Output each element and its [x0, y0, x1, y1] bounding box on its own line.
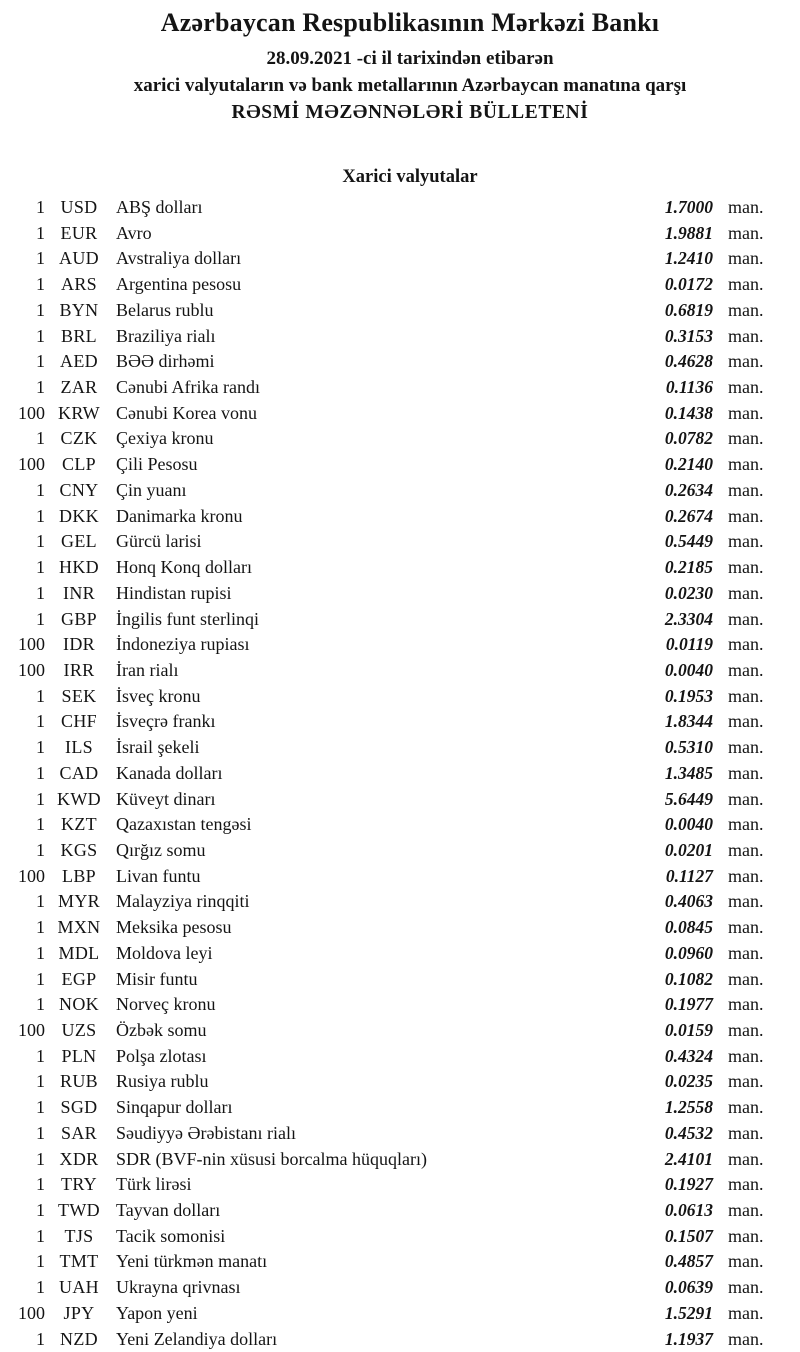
currency-rate: 0.4628 [664, 351, 713, 372]
bank-title: Azərbaycan Respublikasının Mərkəzi Bankı [160, 8, 660, 37]
currency-name: Səudiyyə Ərəbistanı rialı [116, 1122, 296, 1143]
currency-code: CHF [61, 711, 97, 732]
currency-name: Danimarka kronu [116, 505, 243, 526]
currency-name: Avstraliya dolları [116, 248, 242, 269]
currency-rate: 1.8344 [664, 711, 713, 732]
currency-name: Polşa zlotası [116, 1045, 207, 1066]
currency-quantity: 1 [36, 1148, 45, 1169]
currency-code: KRW [58, 402, 100, 423]
currency-code: XDR [59, 1148, 99, 1169]
currency-row [0, 1147, 800, 1173]
currency-name: Gürcü larisi [116, 531, 202, 552]
currency-rate: 1.2410 [664, 248, 713, 269]
currency-code: HKD [59, 557, 99, 578]
currency-unit-label: man. [728, 351, 764, 372]
currency-row [0, 1224, 800, 1250]
currency-code: KGS [60, 839, 98, 860]
currency-code: BRL [61, 325, 97, 346]
currency-quantity: 1 [36, 299, 45, 320]
currency-row [0, 1301, 800, 1327]
currency-name: Hindistan rupisi [116, 582, 232, 603]
currency-quantity: 1 [36, 531, 45, 552]
currency-quantity: 1 [36, 248, 45, 269]
currency-quantity: 1 [36, 942, 45, 963]
currency-name: Yeni Zelandiya dolları [116, 1328, 278, 1349]
currency-code: USD [60, 197, 98, 217]
currency-code: IRR [63, 659, 95, 680]
currency-row [0, 246, 800, 272]
currency-rate: 0.0639 [664, 1277, 713, 1298]
currency-code: RUB [60, 1071, 98, 1092]
currency-quantity: 1 [36, 994, 45, 1015]
currency-name: Çili Pesosu [116, 454, 198, 475]
currency-unit-label: man. [728, 428, 764, 449]
currency-row [0, 812, 800, 838]
currency-unit-label: man. [728, 248, 764, 269]
currency-quantity: 100 [18, 1020, 45, 1040]
currency-unit-label: man. [728, 891, 764, 912]
currency-rate: 1.5291 [664, 1302, 713, 1323]
currency-code: GBP [61, 608, 97, 629]
currency-unit-label: man. [728, 274, 764, 295]
currency-name: Honq Konq dolları [116, 557, 252, 578]
currency-unit-label: man. [728, 325, 764, 346]
currency-rate: 2.3304 [664, 608, 713, 629]
currency-row [0, 529, 800, 555]
currency-unit-label: man. [728, 711, 764, 732]
currency-quantity: 1 [36, 968, 45, 989]
currency-rate: 0.1977 [664, 994, 713, 1015]
currency-name: Belarus rublu [116, 299, 214, 320]
currency-name: Çexiya kronu [116, 428, 214, 449]
currency-quantity: 1 [36, 325, 45, 346]
currency-row [0, 658, 800, 684]
currency-quantity: 1 [36, 1122, 45, 1143]
currency-name: SDR (BVF-nin xüsusi borcalma hüquqları) [116, 1148, 427, 1169]
currency-quantity: 1 [36, 891, 45, 912]
currency-row [0, 915, 800, 941]
currency-name: İsveçrə frankı [116, 711, 216, 732]
currency-code: JPY [63, 1302, 95, 1323]
currency-code: TJS [64, 1225, 94, 1246]
currency-unit-label: man. [728, 762, 764, 783]
currency-name: Rusiya rublu [116, 1071, 209, 1092]
currency-quantity: 100 [18, 634, 45, 655]
currency-rate: 0.5449 [664, 531, 713, 552]
currency-quantity: 1 [36, 839, 45, 860]
currency-row [0, 349, 800, 375]
currency-code: PLN [61, 1045, 97, 1066]
currency-quantity: 1 [36, 557, 45, 578]
currency-quantity: 1 [36, 274, 45, 295]
currency-quantity: 1 [36, 197, 45, 217]
currency-rate: 0.1438 [664, 402, 713, 423]
currency-rate: 0.1127 [665, 865, 713, 886]
currency-name: Ukrayna qrivnası [116, 1277, 241, 1298]
currency-row [0, 1095, 800, 1121]
currency-row [0, 401, 800, 427]
currency-row [0, 761, 800, 787]
currency-row [0, 375, 800, 401]
currency-rate: 0.0040 [664, 659, 713, 680]
currency-quantity: 1 [36, 1200, 45, 1221]
currency-name: Misir funtu [116, 968, 198, 989]
currency-quantity: 1 [36, 505, 45, 526]
currency-code: ARS [61, 274, 97, 295]
currency-unit-label: man. [728, 839, 764, 860]
currency-row [0, 298, 800, 324]
currency-row [0, 1121, 800, 1147]
currency-unit-label: man. [728, 1302, 764, 1323]
currency-unit-label: man. [728, 788, 764, 809]
currency-row [0, 607, 800, 633]
currency-unit-label: man. [728, 531, 764, 552]
currency-unit-label: man. [728, 222, 764, 243]
currency-row [0, 632, 800, 658]
currency-rate: 5.6449 [664, 788, 713, 809]
currency-row [0, 426, 800, 452]
currency-quantity: 1 [36, 762, 45, 783]
currency-name: Norveç kronu [116, 994, 216, 1015]
currency-unit-label: man. [728, 1225, 764, 1246]
currency-code: MXN [57, 917, 101, 938]
currency-quantity: 1 [36, 608, 45, 629]
currency-quantity: 1 [36, 1174, 45, 1195]
currency-rate: 0.0172 [664, 274, 713, 295]
currency-unit-label: man. [728, 1174, 764, 1195]
currency-row [0, 709, 800, 735]
currency-unit-label: man. [728, 402, 764, 423]
currency-rate: 0.4857 [664, 1251, 713, 1272]
currency-row [0, 864, 800, 890]
currency-unit-label: man. [728, 1277, 764, 1298]
currency-row [0, 195, 800, 221]
currency-rate: 0.0782 [664, 428, 713, 449]
currency-code: ZAR [60, 377, 98, 398]
currency-quantity: 1 [36, 1225, 45, 1246]
currency-unit-label: man. [728, 299, 764, 320]
currency-code: AUD [59, 248, 99, 269]
currency-code: KZT [61, 814, 97, 835]
bulletin-title: RƏSMİ MƏZƏNNƏLƏRİ BÜLLETENİ [231, 102, 589, 123]
currency-quantity: 1 [36, 1071, 45, 1092]
currency-code: TRY [61, 1174, 97, 1195]
currency-rate: 0.1507 [664, 1225, 713, 1246]
currency-quantity: 1 [36, 351, 45, 372]
currency-rate: 0.4324 [664, 1045, 713, 1066]
currency-name: Meksika pesosu [116, 917, 232, 938]
currency-name: İndoneziya rupiası [116, 634, 250, 655]
currency-name: Tayvan dolları [116, 1200, 221, 1221]
currency-row [0, 735, 800, 761]
currency-rate: 1.9881 [664, 222, 713, 243]
currency-unit-label: man. [728, 968, 764, 989]
currency-quantity: 1 [36, 479, 45, 500]
currency-unit-label: man. [728, 634, 764, 655]
currency-code: EUR [60, 222, 98, 243]
currency-rate: 0.1927 [664, 1174, 713, 1195]
currency-rate: 0.4532 [664, 1122, 713, 1143]
currency-name: İran rialı [116, 659, 179, 680]
currency-rate: 0.1953 [664, 685, 713, 706]
currency-code: SAR [61, 1122, 97, 1143]
currency-rate: 0.2674 [664, 505, 713, 526]
currency-rate: 0.0235 [664, 1071, 713, 1092]
currency-name: İsrail şekeli [116, 737, 200, 758]
currency-unit-label: man. [728, 1122, 764, 1143]
currency-row [0, 324, 800, 350]
currency-unit-label: man. [728, 582, 764, 603]
currency-unit-label: man. [728, 737, 764, 758]
currency-rate: 0.2140 [664, 454, 713, 475]
currency-row [0, 452, 800, 478]
currency-row [0, 941, 800, 967]
currency-quantity: 100 [18, 454, 45, 475]
currency-quantity: 1 [36, 1328, 45, 1349]
currency-code: INR [63, 582, 95, 603]
currency-name: Qırğız somu [116, 839, 206, 860]
currency-unit-label: man. [728, 865, 764, 886]
currency-row [0, 889, 800, 915]
currency-rate: 2.4101 [664, 1148, 713, 1169]
currency-unit-label: man. [728, 1045, 764, 1066]
currency-code: CAD [59, 762, 99, 783]
currency-name: Qazaxıstan tengəsi [116, 814, 252, 835]
currency-code: MYR [58, 891, 100, 912]
currency-code: KWD [57, 788, 101, 809]
currency-quantity: 100 [18, 865, 45, 886]
currency-unit-label: man. [728, 197, 764, 217]
currency-rate: 0.4063 [664, 891, 713, 912]
currency-rate: 1.7000 [664, 197, 713, 217]
currency-code: CNY [59, 479, 99, 500]
currency-unit-label: man. [728, 659, 764, 680]
currency-row [0, 838, 800, 864]
subject-line: xarici valyutaların və bank metallarının Azərbaycan manatına qarşı [133, 75, 687, 96]
currency-name: Çin yuanı [116, 479, 187, 500]
currency-rate: 0.6819 [664, 299, 713, 320]
currency-row [0, 1044, 800, 1070]
currency-name: BƏƏ dirhəmi [116, 351, 215, 372]
currency-name: Yeni türkmən manatı [116, 1251, 268, 1272]
currency-rate: 0.0201 [664, 839, 713, 860]
currency-rate: 1.2558 [664, 1097, 713, 1118]
currency-name: İsveç kronu [116, 685, 201, 706]
currency-unit-label: man. [728, 1020, 764, 1040]
currency-rate: 0.3153 [664, 325, 713, 346]
currency-unit-label: man. [728, 608, 764, 629]
currency-quantity: 1 [36, 788, 45, 809]
currency-row [0, 555, 800, 581]
currency-code: NZD [60, 1328, 98, 1349]
currency-rate: 0.0119 [665, 634, 713, 655]
currency-code: TWD [58, 1200, 100, 1221]
currency-code: IDR [63, 634, 95, 655]
currency-code: DKK [59, 505, 99, 526]
currency-quantity: 1 [36, 917, 45, 938]
currency-name: Tacik somonisi [116, 1225, 226, 1246]
currency-rate: 0.5310 [664, 737, 713, 758]
currency-name: Argentina pesosu [116, 274, 242, 295]
currency-name: ABŞ dolları [116, 197, 203, 217]
currency-code: AED [60, 351, 98, 372]
currency-code: UZS [61, 1020, 97, 1040]
currency-code: GEL [61, 531, 97, 552]
currency-row [0, 221, 800, 247]
currency-code: SGD [60, 1097, 98, 1118]
currency-name: Moldova leyi [116, 942, 213, 963]
currency-name: Malayziya rinqqiti [116, 891, 250, 912]
currency-quantity: 1 [36, 377, 45, 398]
currency-quantity: 1 [36, 428, 45, 449]
currency-unit-label: man. [728, 994, 764, 1015]
currency-row [0, 1249, 800, 1275]
currency-row [0, 581, 800, 607]
currency-rate: 0.1136 [665, 377, 713, 398]
currency-table [0, 195, 800, 1352]
currency-unit-label: man. [728, 1200, 764, 1221]
currency-quantity: 1 [36, 582, 45, 603]
currency-name: Braziliya rialı [116, 325, 216, 346]
document-header [20, 0, 800, 126]
currency-name: Küveyt dinarı [116, 788, 216, 809]
currency-quantity: 100 [18, 1302, 45, 1323]
currency-rate: 0.0159 [664, 1020, 713, 1040]
currency-quantity: 1 [36, 1251, 45, 1272]
currency-code: SEK [61, 685, 97, 706]
currency-rate: 1.1937 [664, 1328, 713, 1349]
currency-quantity: 100 [18, 659, 45, 680]
currency-row [0, 992, 800, 1018]
currency-name: Özbək somu [116, 1020, 207, 1040]
currency-name: Kanada dolları [116, 762, 223, 783]
currency-unit-label: man. [728, 942, 764, 963]
currency-row [0, 478, 800, 504]
currency-name: Avro [116, 222, 152, 243]
currency-code: LBP [62, 865, 96, 886]
currency-unit-label: man. [728, 1251, 764, 1272]
currency-code: NOK [59, 994, 99, 1015]
currency-row [0, 787, 800, 813]
currency-unit-label: man. [728, 917, 764, 938]
currency-code: BYN [59, 299, 99, 320]
currency-quantity: 1 [36, 1045, 45, 1066]
currency-code: CLP [62, 454, 96, 475]
currency-name: Cənubi Afrika randı [116, 377, 260, 398]
currency-row [0, 1069, 800, 1095]
currency-code: UAH [59, 1277, 99, 1298]
currency-name: Cənubi Korea vonu [116, 402, 257, 423]
currency-quantity: 1 [36, 1277, 45, 1298]
currency-unit-label: man. [728, 685, 764, 706]
currency-unit-label: man. [728, 814, 764, 835]
currency-unit-label: man. [728, 1148, 764, 1169]
currency-row [0, 1275, 800, 1301]
currency-rate: 0.2634 [664, 479, 713, 500]
currency-unit-label: man. [728, 1328, 764, 1349]
currency-rate: 0.1082 [664, 968, 713, 989]
currency-name: Sinqapur dolları [116, 1097, 233, 1118]
currency-unit-label: man. [728, 479, 764, 500]
currency-quantity: 1 [36, 737, 45, 758]
currency-code: TMT [59, 1251, 99, 1272]
currency-row [0, 272, 800, 298]
currency-unit-label: man. [728, 1071, 764, 1092]
currency-quantity: 100 [18, 402, 45, 423]
currency-row [0, 1198, 800, 1224]
currency-row [0, 967, 800, 993]
currency-name: Livan funtu [116, 865, 201, 886]
currency-name: Yapon yeni [116, 1302, 198, 1323]
currency-row [0, 1327, 800, 1352]
currency-rate: 0.0613 [664, 1200, 713, 1221]
currency-code: MDL [58, 942, 100, 963]
currency-name: Türk lirəsi [116, 1174, 192, 1195]
currency-row [0, 504, 800, 530]
currency-row [0, 1172, 800, 1198]
currency-unit-label: man. [728, 505, 764, 526]
currency-row [0, 684, 800, 710]
currency-rate: 0.0040 [664, 814, 713, 835]
currency-quantity: 1 [36, 685, 45, 706]
currency-quantity: 1 [36, 1097, 45, 1118]
currency-row [0, 1018, 800, 1044]
currency-quantity: 1 [36, 814, 45, 835]
currency-unit-label: man. [728, 454, 764, 475]
currency-code: ILS [65, 737, 93, 758]
section-title-foreign-currencies: Xarici valyutalar [342, 167, 478, 187]
currency-unit-label: man. [728, 1097, 764, 1118]
currency-code: CZK [60, 428, 98, 449]
currency-rate: 0.0960 [664, 942, 713, 963]
currency-rate: 1.3485 [664, 762, 713, 783]
currency-rate: 0.0845 [664, 917, 713, 938]
currency-name: İngilis funt sterlinqi [116, 608, 259, 629]
currency-unit-label: man. [728, 377, 764, 398]
currency-quantity: 1 [36, 711, 45, 732]
currency-quantity: 1 [36, 222, 45, 243]
currency-rate: 0.0230 [664, 582, 713, 603]
currency-code: EGP [61, 968, 97, 989]
currency-rate: 0.2185 [664, 557, 713, 578]
effective-date-line: 28.09.2021 -ci il tarixindən etibarən [266, 48, 554, 69]
currency-unit-label: man. [728, 557, 764, 578]
